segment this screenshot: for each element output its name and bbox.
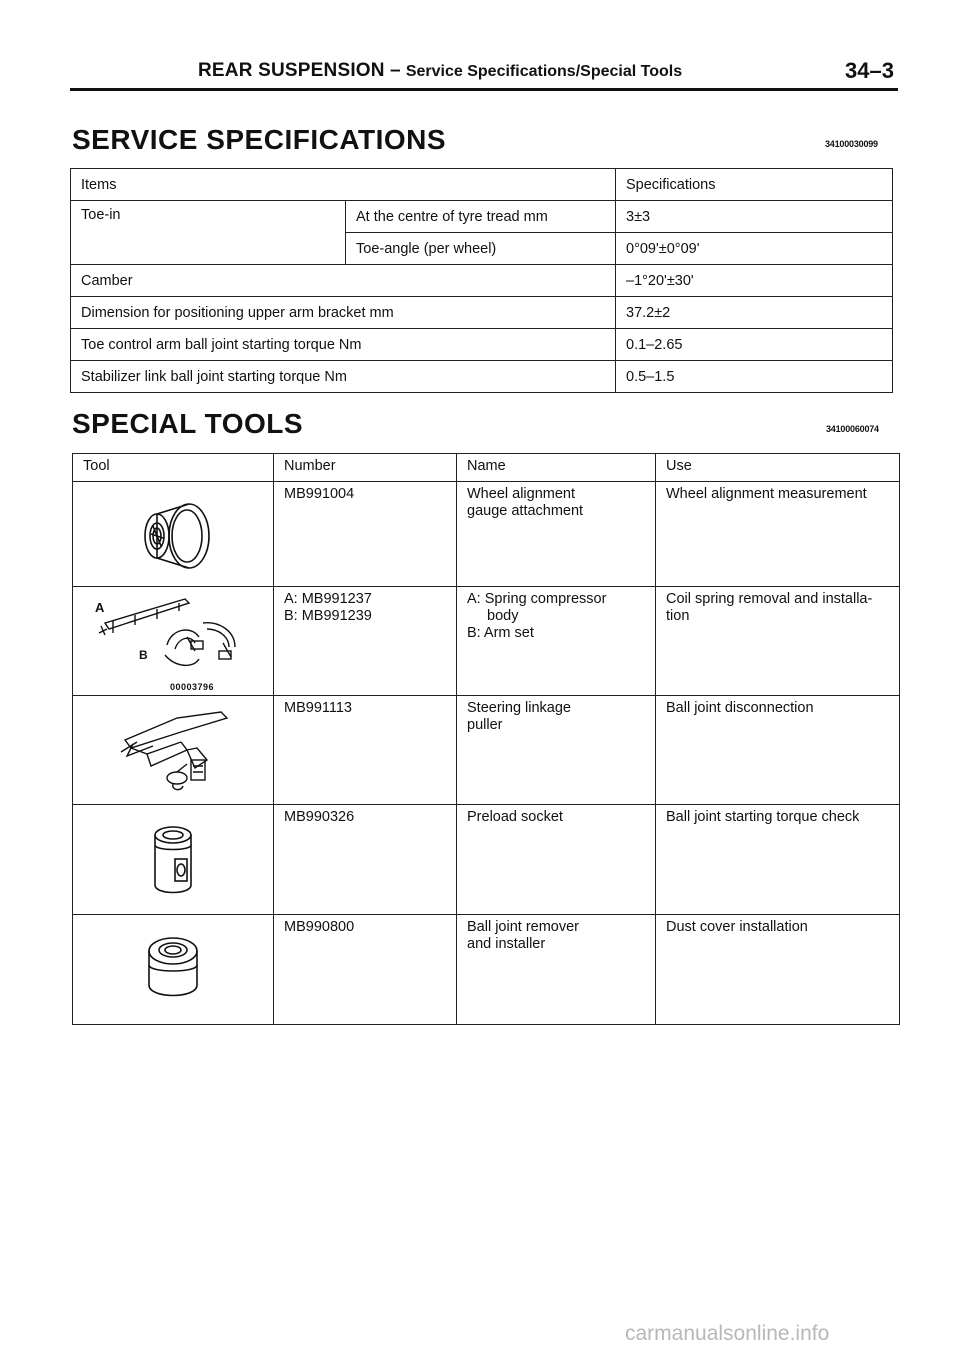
tool-number-line: MB991113 bbox=[284, 700, 352, 716]
tool-name-line: Steering linkage bbox=[467, 700, 571, 716]
spec-value: 37.2±2 bbox=[616, 297, 893, 329]
tool-name-line: Ball joint remover bbox=[467, 919, 580, 935]
spec-item: Toe-in bbox=[71, 201, 346, 265]
tool-image-cell bbox=[73, 805, 274, 915]
tool-use bbox=[656, 915, 900, 1025]
tool-number-line: MB990800 bbox=[284, 919, 355, 935]
spec-value: –1°20'±30' bbox=[616, 265, 893, 297]
column-header-number: Number bbox=[274, 454, 457, 482]
tool-name-line: A: Spring compressor bbox=[467, 591, 607, 607]
wheel-alignment-gauge-attachment-icon bbox=[131, 496, 221, 576]
table-header-row bbox=[71, 169, 893, 201]
tool-use-line: Dust cover installation bbox=[666, 919, 808, 935]
tool-number bbox=[274, 696, 457, 805]
tool-number-line: MB990326 bbox=[284, 809, 355, 825]
tool-use-line: Ball joint starting torque check bbox=[666, 809, 860, 825]
steering-linkage-puller-icon bbox=[117, 704, 237, 796]
tool-name bbox=[457, 587, 656, 696]
table-row bbox=[71, 201, 893, 233]
tool-use bbox=[656, 482, 900, 587]
column-header-use: Use bbox=[656, 454, 900, 482]
spec-sub-item: Toe-angle (per wheel) bbox=[346, 233, 616, 265]
spec-value: 0°09'±0°09' bbox=[616, 233, 893, 265]
service-specifications-code: 34100030099 bbox=[825, 139, 878, 149]
tool-image-cell bbox=[73, 482, 274, 587]
ball-joint-remover-icon bbox=[143, 935, 203, 1003]
page-header bbox=[70, 58, 898, 91]
tool-number bbox=[274, 482, 457, 587]
image-label-b: B bbox=[139, 648, 149, 662]
column-header-name: Name bbox=[457, 454, 656, 482]
tool-use-line: Ball joint disconnection bbox=[666, 700, 814, 716]
table-row bbox=[73, 696, 900, 805]
tool-use bbox=[656, 587, 900, 696]
tool-number-line: MB991004 bbox=[284, 486, 355, 502]
tool-use-line: Coil spring removal and installa- bbox=[666, 591, 873, 607]
tool-image-cell bbox=[73, 696, 274, 805]
page-title bbox=[198, 60, 682, 82]
special-tools-table bbox=[72, 453, 900, 1025]
tool-name bbox=[457, 915, 656, 1025]
table-row bbox=[73, 587, 900, 696]
header-title-separator: – bbox=[389, 60, 401, 81]
service-specifications-heading: SERVICE SPECIFICATIONS bbox=[72, 124, 447, 155]
tool-name bbox=[457, 805, 656, 915]
tool-image-cell bbox=[73, 915, 274, 1025]
watermark: carmanualsonline.info bbox=[625, 1322, 830, 1345]
table-header-row bbox=[73, 454, 900, 482]
table-row bbox=[71, 329, 893, 361]
special-tools-code: 34100060074 bbox=[826, 424, 879, 434]
tool-use-line: tion bbox=[666, 608, 690, 624]
header-title-sub: Service Specifications/Special Tools bbox=[405, 63, 683, 80]
column-header-items: Items bbox=[71, 169, 616, 201]
tool-name-line: Preload socket bbox=[467, 809, 563, 825]
spec-value: 3±3 bbox=[616, 201, 893, 233]
tool-use-line: Wheel alignment measurement bbox=[666, 486, 867, 502]
page-number: 34–3 bbox=[845, 58, 894, 83]
header-title-main: REAR SUSPENSION bbox=[198, 60, 385, 81]
tool-name bbox=[457, 482, 656, 587]
column-header-tool: Tool bbox=[73, 454, 274, 482]
table-row bbox=[71, 297, 893, 329]
tool-name-line: and installer bbox=[467, 936, 546, 952]
column-header-specifications: Specifications bbox=[616, 169, 893, 201]
table-row bbox=[73, 482, 900, 587]
table-row bbox=[73, 915, 900, 1025]
preload-socket-icon bbox=[147, 823, 199, 901]
tool-name-line: B: Arm set bbox=[467, 625, 534, 641]
image-label-a: A bbox=[95, 600, 105, 615]
special-tools-heading: SPECIAL TOOLS bbox=[72, 408, 304, 439]
service-specifications-table bbox=[70, 168, 893, 393]
tool-number-line: A: MB991237 bbox=[284, 591, 372, 607]
tool-use bbox=[656, 696, 900, 805]
spec-sub-item: At the centre of tyre tread mm bbox=[346, 201, 616, 233]
table-row bbox=[71, 265, 893, 297]
tool-image-cell bbox=[73, 587, 274, 696]
table-row bbox=[73, 805, 900, 915]
tool-use bbox=[656, 805, 900, 915]
tool-name-line: gauge attachment bbox=[467, 503, 584, 519]
spec-item: Toe control arm ball joint starting torque Nm bbox=[71, 329, 616, 361]
spec-item: Camber bbox=[71, 265, 616, 297]
tool-number bbox=[274, 587, 457, 696]
tool-number-line: B: MB991239 bbox=[284, 608, 372, 624]
tool-name-line: body bbox=[487, 608, 519, 624]
tool-number bbox=[274, 915, 457, 1025]
spec-item: Stabilizer link ball joint starting torque Nm bbox=[71, 361, 616, 393]
spec-item: Dimension for positioning upper arm bracket mm bbox=[71, 297, 616, 329]
image-code: 00003796 bbox=[170, 682, 215, 692]
tool-name bbox=[457, 696, 656, 805]
tool-number bbox=[274, 805, 457, 915]
table-row bbox=[71, 361, 893, 393]
tool-name-line: puller bbox=[467, 717, 503, 733]
tool-name-line: Wheel alignment bbox=[467, 486, 575, 502]
spec-value: 0.5–1.5 bbox=[616, 361, 893, 393]
spring-compressor-icon bbox=[95, 593, 255, 683]
spec-value: 0.1–2.65 bbox=[616, 329, 893, 361]
